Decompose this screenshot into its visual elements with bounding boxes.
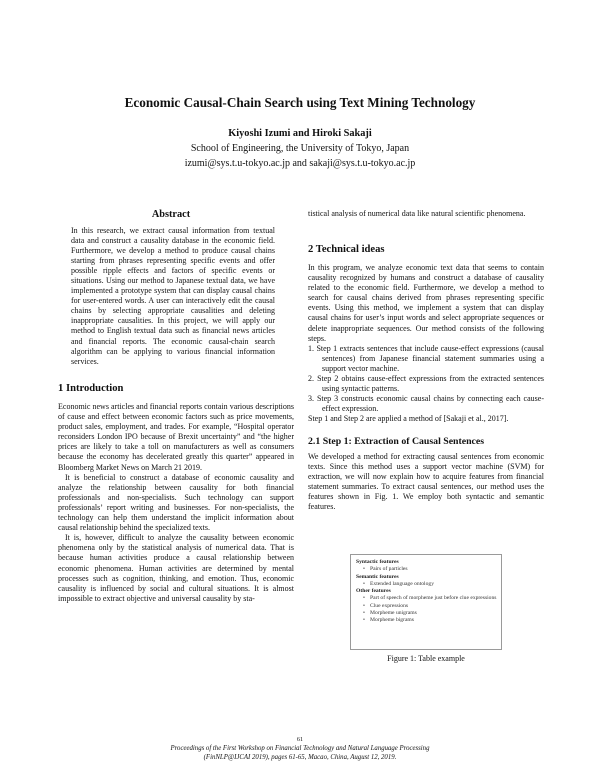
abstract-body xyxy=(71,226,275,367)
page-number: 61 xyxy=(296,736,304,743)
author-affiliation: School of Engineering, the University of Tokyo, Japan xyxy=(190,143,410,154)
paper-title: Economic Causal-Chain Search using Text Mining Technology xyxy=(124,95,476,110)
list-item: 2. Step 2 obtains cause-effect expressions from the extracted sentences using syntactic patterns. xyxy=(308,374,544,394)
abstract-heading: Abstract xyxy=(151,209,191,220)
figure-group-heading: Syntactic features xyxy=(356,559,399,565)
figure-group-list xyxy=(356,595,496,624)
list-item: • Extended language ontology xyxy=(370,581,496,588)
continuation-text: tistical analysis of numerical data like natural scientific phenomena. xyxy=(308,209,526,218)
figure-group-list xyxy=(356,566,496,573)
list-item: • Part of speech of morpheme just before clue expressions xyxy=(370,595,496,602)
steps-list xyxy=(308,344,544,415)
author-emails: izumi@sys.t.u-tokyo.ac.jp and sakaji@sys.t.u-tokyo.ac.jp xyxy=(184,158,416,169)
technical-body xyxy=(308,263,544,425)
introduction-body xyxy=(58,402,294,604)
list-item: 1. Step 1 extracts sentences that include cause-effect expressions (causal sentences) from Japanese financial statement summaries using a support vector machine. xyxy=(308,343,544,373)
paper-authors: Kiyoshi Izumi and Hiroki Sakaji xyxy=(228,128,372,139)
technical-paragraph-1: In this program, we analyze economic text data that seems to contain causality recognized by humans and construct a database of causality related to the economic field. Furthermore, we develop a method to search for causal chains derived from phrases representing specific events. Using this method, we implement a system that can display causal chains for user’s input words and select appropriate sequences or delete inappropriate sequences. Our method consists of the following steps. xyxy=(308,263,544,343)
figure-group-heading: Other features xyxy=(356,588,391,595)
list-item: • Morpheme unigrams xyxy=(370,610,496,617)
footer-line-2: (FinNLP@IJCAI 2019), pages 61-65, Macao, China, August 12, 2019. xyxy=(203,753,397,761)
abstract-text: In this research, we extract causal information from textual data and construct a causality database in the economic field. Furthermore, we develop a method to produce causal chains starting from phrases representing specific events and offer possible ripple effects and factors of specific events or situations. Using our method to Japanese textual data, we have implemented a prototype system that can display causal chains for user-entered words. A user can interactively edit the causal chains by selecting appropriate causalities and deleting inappropriate causalities. In this project, we will apply our method to English textual data such as financial news articles and financial reports. The economic causal-chain search algorithm can be applying to various financial information services. xyxy=(71,226,275,366)
figure-group-heading: Semantic features xyxy=(356,573,399,580)
list-item: • Morpheme bigrams xyxy=(370,617,496,624)
figure-1-content xyxy=(356,559,496,625)
section-heading-technical-ideas: 2 Technical ideas xyxy=(308,244,385,255)
intro-paragraph-1: Economic news articles and financial reports contain various descriptions of cause and effect between economic factors such as price movements, product sales, employment, and trades. For example, “Hospital operator reconsiders London IPO because of Brexit uncertainty” and “the higher prices are likely to take a toll on manufacturers as well as consumers because the economy has decelerated greatly this quarter” appeared in Bloomberg Market News on March 21 2019. xyxy=(58,402,294,472)
figure-1-caption: Figure 1: Table example xyxy=(387,654,465,663)
proceedings-footer xyxy=(0,745,600,762)
technical-paragraph-2: Step 1 and Step 2 are applied a method of [Sakaji et al., 2017]. xyxy=(308,414,509,424)
intro-paragraph-3: It is, however, difficult to analyze the causality between economic phenomena only by the statistical analysis of numerical data. That is because human activities produce a causal relationship between economic phenomena. Human activities are determined by mental processes such as cognition, thinking, and emotion. Thus, economic causality is influenced by social and cultural situations. It is almost impossible to extract objective and universal causality by sta- xyxy=(58,533,294,603)
figure-group-list xyxy=(356,581,496,588)
subsection-heading-step1: 2.1 Step 1: Extraction of Causal Sentences xyxy=(308,436,485,447)
step1-paragraph-1: We developed a method for extracting causal sentences from economic texts. Since this method uses a support vector machine (SVM) for extraction, we will now explain how to acquire features from financial statement summaries. To extract causal sentences, our method uses the features shown in Fig. 1. We employ both syntactic and semantic features. xyxy=(308,452,544,512)
step1-body xyxy=(308,452,544,513)
list-item: • Pairs of particles xyxy=(370,566,496,573)
column2-continuation xyxy=(308,209,544,219)
footer-line-1: Proceedings of the First Workshop on Financial Technology and Natural Language Processing xyxy=(170,745,430,752)
list-item: 3. Step 3 constructs economic causal chains by connecting each cause-effect expression. xyxy=(308,394,544,414)
figure-1-box xyxy=(350,554,502,650)
list-item: • Clue expressions xyxy=(370,603,496,610)
section-heading-introduction: 1 Introduction xyxy=(58,383,124,394)
intro-paragraph-2: It is beneficial to construct a database of economic causality and analyze the relationship between causality for both financial professionals and non-specialists. Such technology can support professionals’ report writing and businesses. For non-specialists, the technology can help them understand the implicit information about causal relationship behind the specialized texts. xyxy=(58,472,294,533)
